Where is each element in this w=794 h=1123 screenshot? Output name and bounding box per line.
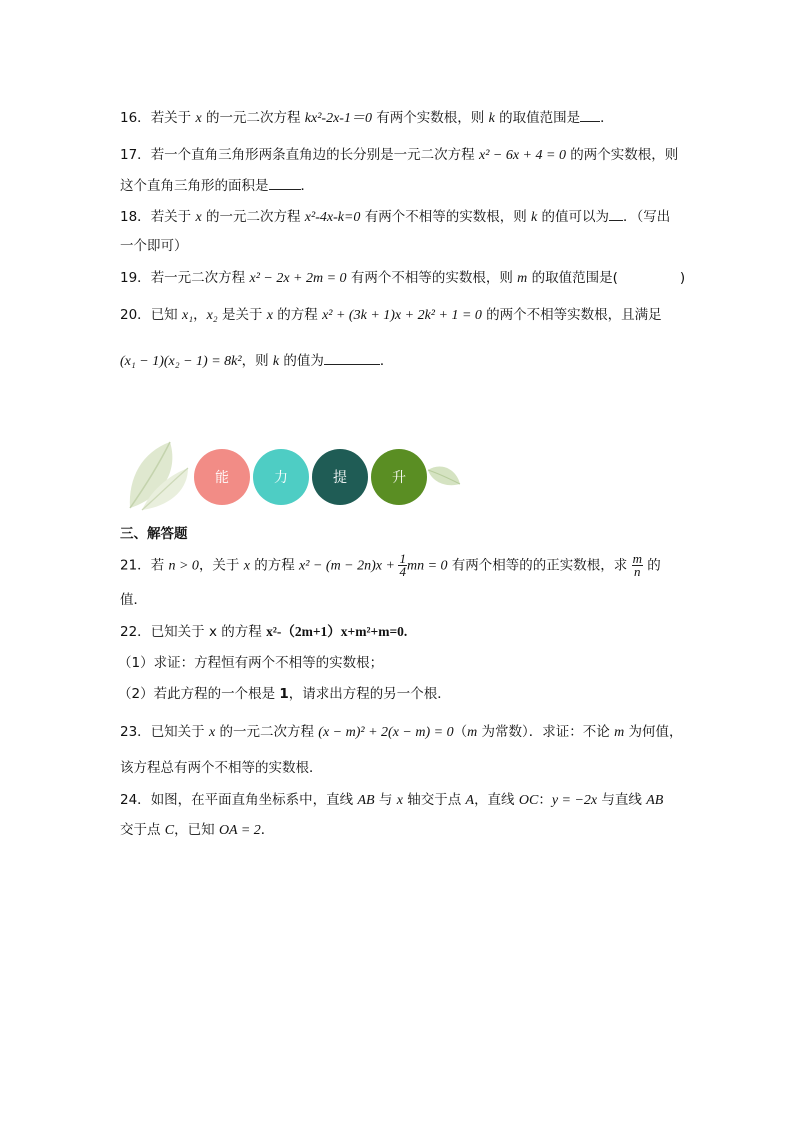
- question-18-line2: [120, 236, 188, 256]
- q16-equation: kx²-2x-1＝0: [304, 111, 372, 126]
- q21-equation-b: mn = 0: [406, 558, 448, 574]
- section-title: 三、解答题: [120, 526, 188, 542]
- q20-equation: x² + (3k + 1)x + 2k² + 1 = 0: [322, 308, 482, 323]
- q23-line2: 该方程总有两个不相等的实数根．: [120, 760, 323, 776]
- q20-x1: x₁: [181, 308, 194, 323]
- question-23: [120, 722, 682, 743]
- question-17: [120, 145, 678, 166]
- q19-post1: 有两个不相等的实数根，则: [346, 270, 518, 286]
- q24-end: ．: [260, 822, 275, 838]
- question-21: [120, 553, 661, 579]
- q24-AB2: AB: [646, 793, 664, 808]
- q20-comma: ，: [193, 307, 207, 323]
- question-18: [120, 206, 670, 228]
- q18-post3: ．（写出: [623, 209, 671, 225]
- q16-number: 16．: [120, 110, 151, 126]
- q20-equation2: (x₁ − 1)(x₂ − 1) = 8k²: [120, 354, 242, 369]
- q21-x: x: [243, 558, 250, 574]
- q21-mid1: ，关于: [198, 557, 244, 574]
- q18-x: x: [195, 210, 202, 225]
- question-21-line2: [120, 590, 147, 610]
- q20-end: ．: [379, 353, 394, 369]
- banner-circle-1: [194, 449, 250, 505]
- q17-pre: 若一个直角三角形两条直角边的长分别是一元二次方程: [150, 147, 479, 163]
- q24-line2a: 交于点: [120, 822, 165, 838]
- q19-equation: x² − 2x + 2m = 0: [249, 271, 347, 286]
- q22-sub2a: （2）若此方程的一个根是: [118, 686, 280, 702]
- q20-post: 的两个不相等实数根，且满足: [481, 307, 662, 323]
- q17-post: 的两个实数根，则: [565, 147, 679, 163]
- q21-line2: 值．: [120, 592, 147, 608]
- q23-mid: 的一元二次方程: [215, 724, 319, 740]
- q18-line2: 一个即可）: [120, 238, 188, 254]
- q17-line2: 这个直角三角形的面积是: [120, 178, 269, 194]
- q24-mid4: ：: [538, 792, 552, 808]
- q21-frac-num: 1: [399, 551, 406, 566]
- question-24-line2: [120, 820, 274, 841]
- question-22-part2: [118, 684, 451, 704]
- q24-AB: AB: [357, 793, 375, 808]
- q19-m: m: [517, 271, 528, 286]
- q24-A: A: [465, 793, 475, 808]
- q22-sub1: （1）求证：方程恒有两个不相等的实数根；: [118, 655, 384, 671]
- q18-pre: 若关于: [150, 209, 196, 225]
- q18-post1: 有两个不相等的实数根，则: [360, 209, 532, 225]
- q19-close: ): [679, 270, 686, 286]
- question-23-line2: [120, 758, 323, 778]
- q24-equation: y = −2x: [551, 793, 598, 808]
- banner-circle-3: [312, 449, 368, 505]
- q18-equation: x²-4x-k=0: [304, 210, 361, 225]
- q20-mid1: 是关于: [217, 307, 267, 323]
- q20-answer-blank[interactable]: [324, 350, 380, 365]
- q21-fn: n: [634, 564, 641, 579]
- q23-post1: （: [453, 724, 468, 740]
- q16-end: ．: [600, 110, 614, 126]
- q21-pre: 若: [150, 557, 169, 574]
- q21-fraction-quarter: [398, 553, 407, 578]
- q24-line2b: ，已知: [174, 822, 219, 838]
- q16-x: x: [195, 111, 202, 126]
- q22-number: 22．: [120, 624, 151, 640]
- banner-char-3: 提: [333, 470, 347, 486]
- question-20: [120, 305, 662, 326]
- q24-x: x: [396, 793, 403, 808]
- q23-equation: (x − m)² + 2(x − m) = 0: [318, 725, 454, 740]
- q22-text: 已知关于 x 的方程: [150, 624, 267, 640]
- leaf-decoration-icon: [122, 438, 192, 512]
- q20-x: x: [266, 308, 273, 323]
- q20-line2a: ，则: [241, 353, 273, 369]
- q23-x: x: [208, 725, 216, 740]
- small-leaf-icon: [426, 462, 462, 492]
- q18-k: k: [531, 210, 538, 225]
- q21-equation-a: x² − (m − 2n)x +: [299, 558, 399, 574]
- q21-condition: n > 0: [168, 558, 199, 574]
- q24-mid2: 轴交于点: [402, 792, 466, 808]
- q16-answer-blank[interactable]: [580, 107, 600, 122]
- banner-char-4: 升: [392, 470, 406, 486]
- q20-line2b: 的值为: [279, 353, 324, 369]
- q21-tail: 的: [643, 557, 661, 574]
- banner-char-2: 力: [274, 470, 288, 486]
- q19-post2: 的取值范围是(: [527, 270, 618, 286]
- q24-mid5: 与直线: [597, 792, 647, 808]
- banner-circle-2: [253, 449, 309, 505]
- q17-answer-blank[interactable]: [269, 175, 301, 190]
- q24-equation2: OA = 2: [218, 823, 261, 838]
- q22-equation: x²-（2m+1）x+m²+m=0.: [266, 624, 408, 639]
- banner-circle-4: [371, 449, 427, 505]
- question-17-line2: [120, 175, 314, 196]
- q23-m: m: [467, 725, 478, 740]
- q17-equation: x² − 6x + 4 = 0: [478, 148, 566, 163]
- question-20-line2: [120, 350, 393, 372]
- q23-number: 23．: [120, 724, 151, 740]
- q24-number: 24．: [120, 792, 151, 808]
- q19-number: 19．: [120, 270, 151, 286]
- q18-number: 18．: [120, 209, 151, 225]
- q18-answer-blank[interactable]: [609, 206, 623, 221]
- q22-sub2b: ，请求出方程的另一个根．: [288, 686, 451, 702]
- q20-k: k: [272, 354, 280, 369]
- q21-mid2: 的方程: [249, 557, 300, 574]
- q24-mid1: 与: [374, 792, 397, 808]
- q18-mid: 的一元二次方程: [201, 209, 305, 225]
- q20-pre: 已知: [150, 307, 182, 323]
- q20-number: 20．: [120, 307, 151, 323]
- q20-mid2: 的方程: [272, 307, 323, 323]
- q16-mid: 的一元二次方程: [201, 110, 305, 126]
- q23-post3: 为何值，: [624, 724, 683, 740]
- q23-pre: 已知关于: [150, 724, 209, 740]
- q16-k: k: [488, 111, 495, 126]
- q24-mid3: ，直线: [474, 792, 519, 808]
- q23-post2: 为常数）．求证：不论: [477, 724, 615, 740]
- q18-post2: 的值可以为: [537, 209, 610, 225]
- q17-number: 17．: [120, 147, 151, 163]
- q16-pre: 若关于: [150, 110, 196, 126]
- question-24: [120, 790, 663, 811]
- q16-post1: 有两个实数根，则: [371, 110, 489, 126]
- q24-OC: OC: [518, 793, 539, 808]
- question-22: [120, 622, 407, 642]
- q20-x2: x₂: [206, 308, 218, 323]
- q21-post: 有两个相等的的正实数根，求: [447, 557, 632, 574]
- q21-number: 21．: [120, 557, 151, 574]
- banner-char-1: 能: [215, 470, 229, 486]
- q21-frac-den: 4: [399, 564, 406, 579]
- q17-end: ．: [300, 178, 314, 194]
- q16-post2: 的取值范围是: [494, 110, 581, 126]
- q21-fm: m: [632, 551, 642, 566]
- question-19: [120, 268, 685, 289]
- q22-root: 1: [279, 686, 289, 702]
- ability-banner: [122, 438, 462, 512]
- q23-m2: m: [614, 725, 625, 740]
- q24-pre: 如图，在平面直角坐标系中，直线: [150, 792, 358, 808]
- question-16: [120, 107, 614, 129]
- question-22-part1: [118, 653, 383, 673]
- q19-pre: 若一元二次方程: [150, 270, 250, 286]
- q24-C: C: [164, 823, 175, 838]
- q21-fraction-m-over-n: [632, 553, 643, 578]
